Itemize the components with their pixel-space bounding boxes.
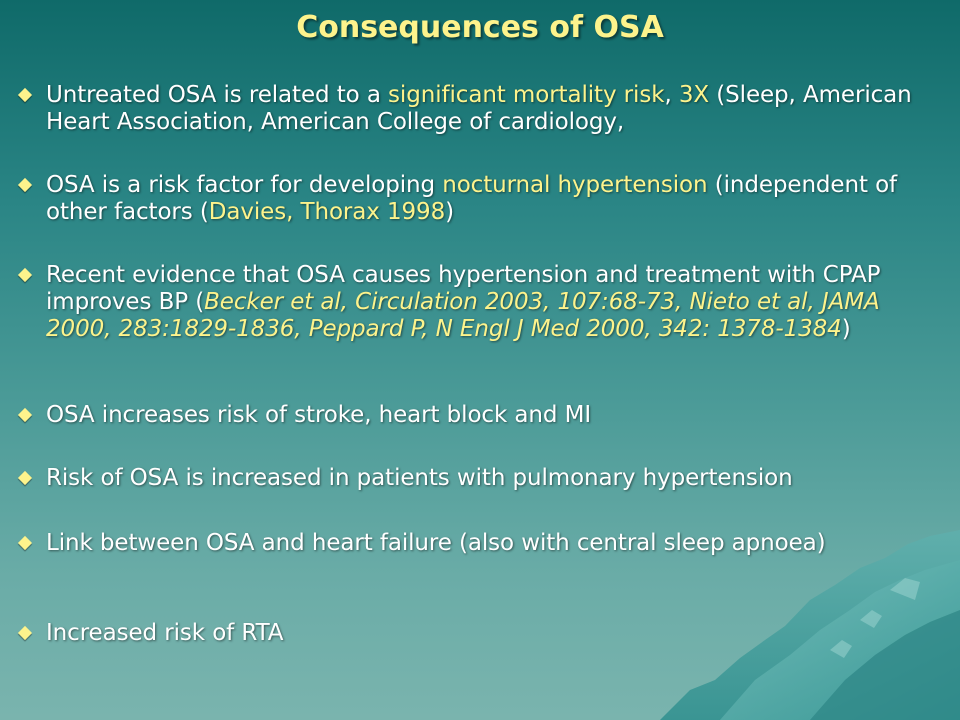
highlight-segment: significant mortality risk [388, 82, 665, 108]
bullet-text [46, 620, 950, 647]
bullet-text [46, 82, 950, 136]
diamond-bullet-icon [12, 620, 46, 648]
bullet-item-heart-failure [12, 530, 950, 558]
bullet-text [46, 402, 950, 429]
diamond-bullet-icon [12, 402, 46, 430]
citation-segment: Becker et al, Circulation 2003, 107:68-73, Nieto et al, JAMA 2000, 283:1829-1836, Peppard P, N Engl J Med 2000, 342: 1378-1384 [46, 289, 880, 342]
bullet-item-stroke [12, 402, 950, 430]
text-segment: ) [841, 316, 851, 342]
bullet-item-pulmonary-hypertension [12, 465, 950, 493]
diamond-bullet-icon [12, 465, 46, 493]
bullet-item-mortality [12, 82, 950, 136]
bullet-item-rta [12, 620, 950, 648]
diamond-bullet-icon [12, 262, 46, 290]
bullet-item-nocturnal-hypertension [12, 172, 950, 226]
highlight-segment: Davies, Thorax 1998 [208, 199, 446, 225]
text-segment: OSA increases risk of stroke, heart block and MI [46, 402, 591, 428]
text-segment: Link between OSA and heart failure (also with central sleep apnoea) [46, 530, 826, 556]
text-segment: , [664, 82, 679, 108]
text-segment: Recent evidence that OSA causes hypertension and treatment with CPAP improves BP ( [46, 262, 881, 315]
highlight-segment: 3X [678, 82, 710, 108]
diamond-bullet-icon [12, 172, 46, 200]
bullet-item-cpap-evidence [12, 262, 950, 343]
text-segment: Increased risk of RTA [46, 620, 284, 646]
bullet-text [46, 465, 950, 492]
diamond-bullet-icon [12, 82, 46, 110]
text-segment: Risk of OSA is increased in patients with pulmonary hypertension [46, 465, 793, 491]
diamond-bullet-icon [12, 530, 46, 558]
text-segment: (Sleep, American Heart Association, American College of cardiology, [46, 82, 912, 135]
bullet-text [46, 530, 950, 557]
bullet-text [46, 262, 950, 343]
text-segment: OSA is a risk factor for developing [46, 172, 443, 198]
text-segment: Untreated OSA is related to a [46, 82, 389, 108]
highlight-segment: nocturnal hypertension [442, 172, 708, 198]
slide-title: Consequences of OSA [296, 10, 664, 45]
text-segment: ) [445, 199, 454, 225]
bullet-text [46, 172, 950, 226]
text-segment: (independent of other factors ( [46, 172, 898, 225]
